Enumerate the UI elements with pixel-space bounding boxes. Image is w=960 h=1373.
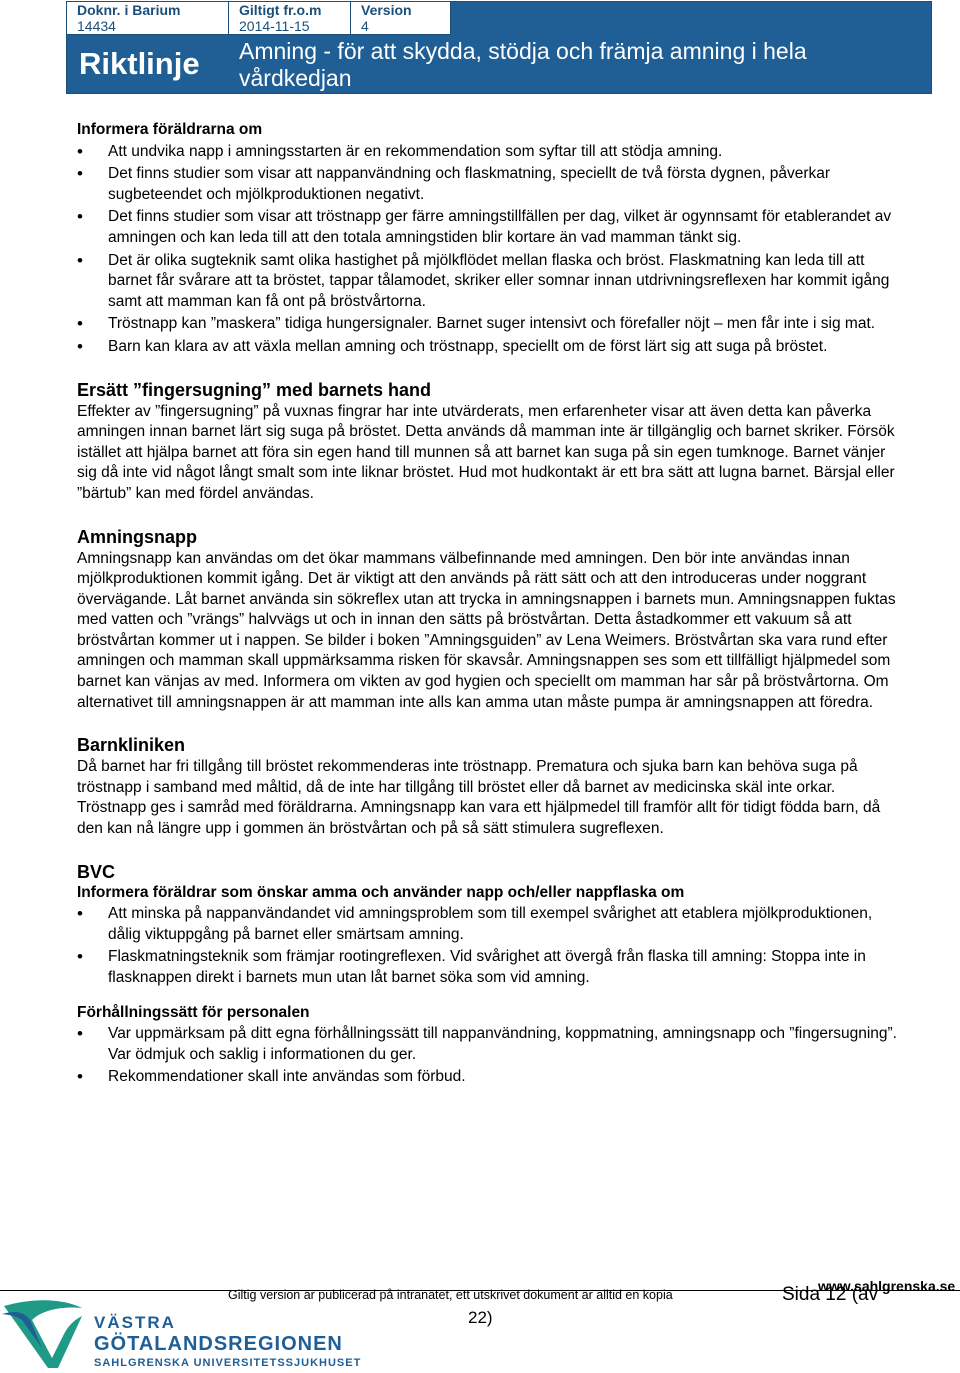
list-item: • Det finns studier som visar att nappanvändning och flaskmatning, speciellt de två första dygnen, påverkar sugbeteendet och mjölkproduktionen negativt. (77, 164, 897, 205)
version-value: 4 (361, 18, 369, 34)
section-heading-inform: Informera föräldrarna om (77, 121, 263, 138)
list-item: • Var uppmärksam på ditt egna förhållningssätt till nappanvändning, koppmatning, amningsnapp och ”fingersugning”. Var ödmjuk och saklig i informationen du ger. (77, 1024, 897, 1065)
footer-url[interactable]: www.sahlgrenska.se (818, 1278, 956, 1294)
version-label: Version (361, 2, 412, 18)
logo-line3: SAHLGRENSKA UNIVERSITETSSJUKHUSET (94, 1357, 362, 1369)
doc-number-cell (67, 2, 229, 35)
paragraph-barnkliniken: Då barnet har fri tillgång till bröstet rekommenderas inte tröstnapp. Prematura och sjuka barn kan behöva suga på tröstnapp i samband med måltid, då de inte har tillgång till bröstet eller då barnet av medicinska skäl inte orkar. Tröstnapp ges i samråd med föräldrarna. Amningsnapp kan vara ett hjälpmedel till framför allt för tidigt födda barn, då den kan nå längre upp i gommen än bröstvårtan och på så sätt stimulera sugreflexen. (77, 758, 881, 838)
page-total: 22) (468, 1308, 493, 1327)
document-kind: Riktlinje (79, 46, 200, 81)
logo-line1: VÄSTRA (94, 1313, 176, 1332)
doc-number-label: Doknr. i Barium (77, 2, 181, 18)
subheading-bvc: Informera föräldrar som önskar amma och använder napp och/eller nappflaska om (77, 883, 685, 901)
list-item: • Att undvika napp i amningsstarten är en rekommendation som syftar till att stödja amning. (77, 142, 897, 163)
list-item: • Flaskmatningsteknik som främjar rootingreflexen. Vid svårighet att övergå från flaska till amning: Stoppa inte in flasknappen direkt i barnets mun utan låt barnet söka som vid amning. (77, 947, 897, 988)
version-cell (351, 2, 451, 35)
list-item: • Att minska på nappanvändandet vid amningsproblem som till exempel svårighet att etablera mjölkproduktionen, dålig viktuppgång på barnet eller smärtsam amning. (77, 904, 897, 945)
valid-from-cell (229, 2, 351, 35)
list-item: • Rekommendationer skall inte användas som förbud. (77, 1067, 897, 1088)
section-heading-bvc: BVC (77, 861, 116, 882)
footer-note: Giltig version är publicerad på intranätet, ett utskrivet dokument är alltid en kopia (228, 1288, 673, 1302)
page-number: Sida 12 (av (782, 1284, 879, 1305)
section-heading-amningsnapp: Amningsnapp (77, 526, 197, 547)
list-item: • Det finns studier som visar att tröstnapp ger färre amningstillfällen per dag, vilket är ogynnsamt för etablerandet av amningen och kan leda till att den totala amningstiden blir kortare än vad mamman tänkt sig. (77, 207, 897, 248)
vgr-logo (2, 1298, 362, 1370)
list-item: • Det är olika sugteknik samt olika hastighet på mjölkflödet mellan flaska och bröst. Flaskmatning kan leda till att barnet får svårare att ta bröstet, tappar tålamodet, skriker eller somnar innan utdrivningsreflexen har kommit igång samt att mamman kan få ont på bröstvårtorna. (77, 251, 897, 313)
document-header (66, 1, 932, 94)
section-heading-barnkliniken: Barnkliniken (77, 735, 186, 756)
personal-list (77, 1024, 897, 1088)
document-body (77, 120, 897, 1090)
vgr-swoosh-icon (4, 1300, 82, 1368)
section-heading-personal: Förhållningssätt för personalen (77, 1003, 310, 1021)
paragraph-finger: Effekter av ”fingersugning” på vuxnas fingrar har inte utvärderats, men erfarenheter visar att även detta kan påverka amningen innan barnet lärt sig suga på bröstet. Detta används då mamman inte är tillgänglig och barnet skriker. Försök istället att hjälpa barnet att föra sin egen hand till munnen så att barnet kan suga på sin egen tumknoge. Barnet vänjer sig då inte vid något långt smalt som inte liknar bröstet. Hud mot hudkontakt är ett bra sätt att lugna barnet. Bärsjal eller ”bärtub” kan med fördel användas. (77, 402, 895, 502)
list-item: • Tröstnapp kan ”maskera” tidiga hungersignaler. Barnet suger intensivt och förefaller nöjt – men får inte i sig mat. (77, 314, 897, 335)
logo-line2: GÖTALANDSREGIONEN (94, 1333, 343, 1355)
section-heading-finger: Ersätt ”fingersugning” med barnets hand (77, 379, 432, 400)
bvc-list (77, 904, 897, 988)
valid-from-label: Giltigt fr.o.m (239, 2, 322, 18)
inform-list (77, 142, 897, 358)
header-meta (67, 2, 451, 35)
header-band-top (451, 2, 931, 35)
valid-from-value: 2014-11-15 (239, 18, 310, 34)
paragraph-amningsnapp: Amningsnapp kan användas om det ökar mammans välbefinnande med amningen. Den bör inte användas innan mjölkproduktionen kommit igång. Det är viktigt att den används på rätt sätt och att den introduceras under noggrant övervägande. Låt barnet använda sin sökreflex utan att trycka in amningsnappen i barnets mun. Amningsnappen fuktas med vatten och ”vrängs” halvvägs ut och in innan den sätts på bröstvårtan. Detta åstadkommer ett vakuum så att bröstvårtan kommer ut i nappen. Se bilder i boken ”Amningsguiden” av Lena Weimers. Bröstvårtan ska vara rund efter amningen och mamman skall uppmärksamma risken för skavsår. Amningsnappen ses som ett tillfälligt hjälpmedel som barnet kan vänjas av med. Informera om vikten av god hygien och speciellt om mamman har sår på bröstvårtorna. Om alternativet till amningsnappen är att mamman inte alls kan amma utan måste pumpa är amningsnappen att föredra. (77, 549, 896, 711)
list-item: • Barn kan klara av att växla mellan amning och tröstnapp, speciellt om de först lärt sig att suga på bröstet. (77, 337, 897, 358)
document-title: Amning - för att skydda, stödja och främja amning i hela vårdkedjan (239, 38, 807, 91)
doc-number-value: 14434 (77, 18, 116, 34)
